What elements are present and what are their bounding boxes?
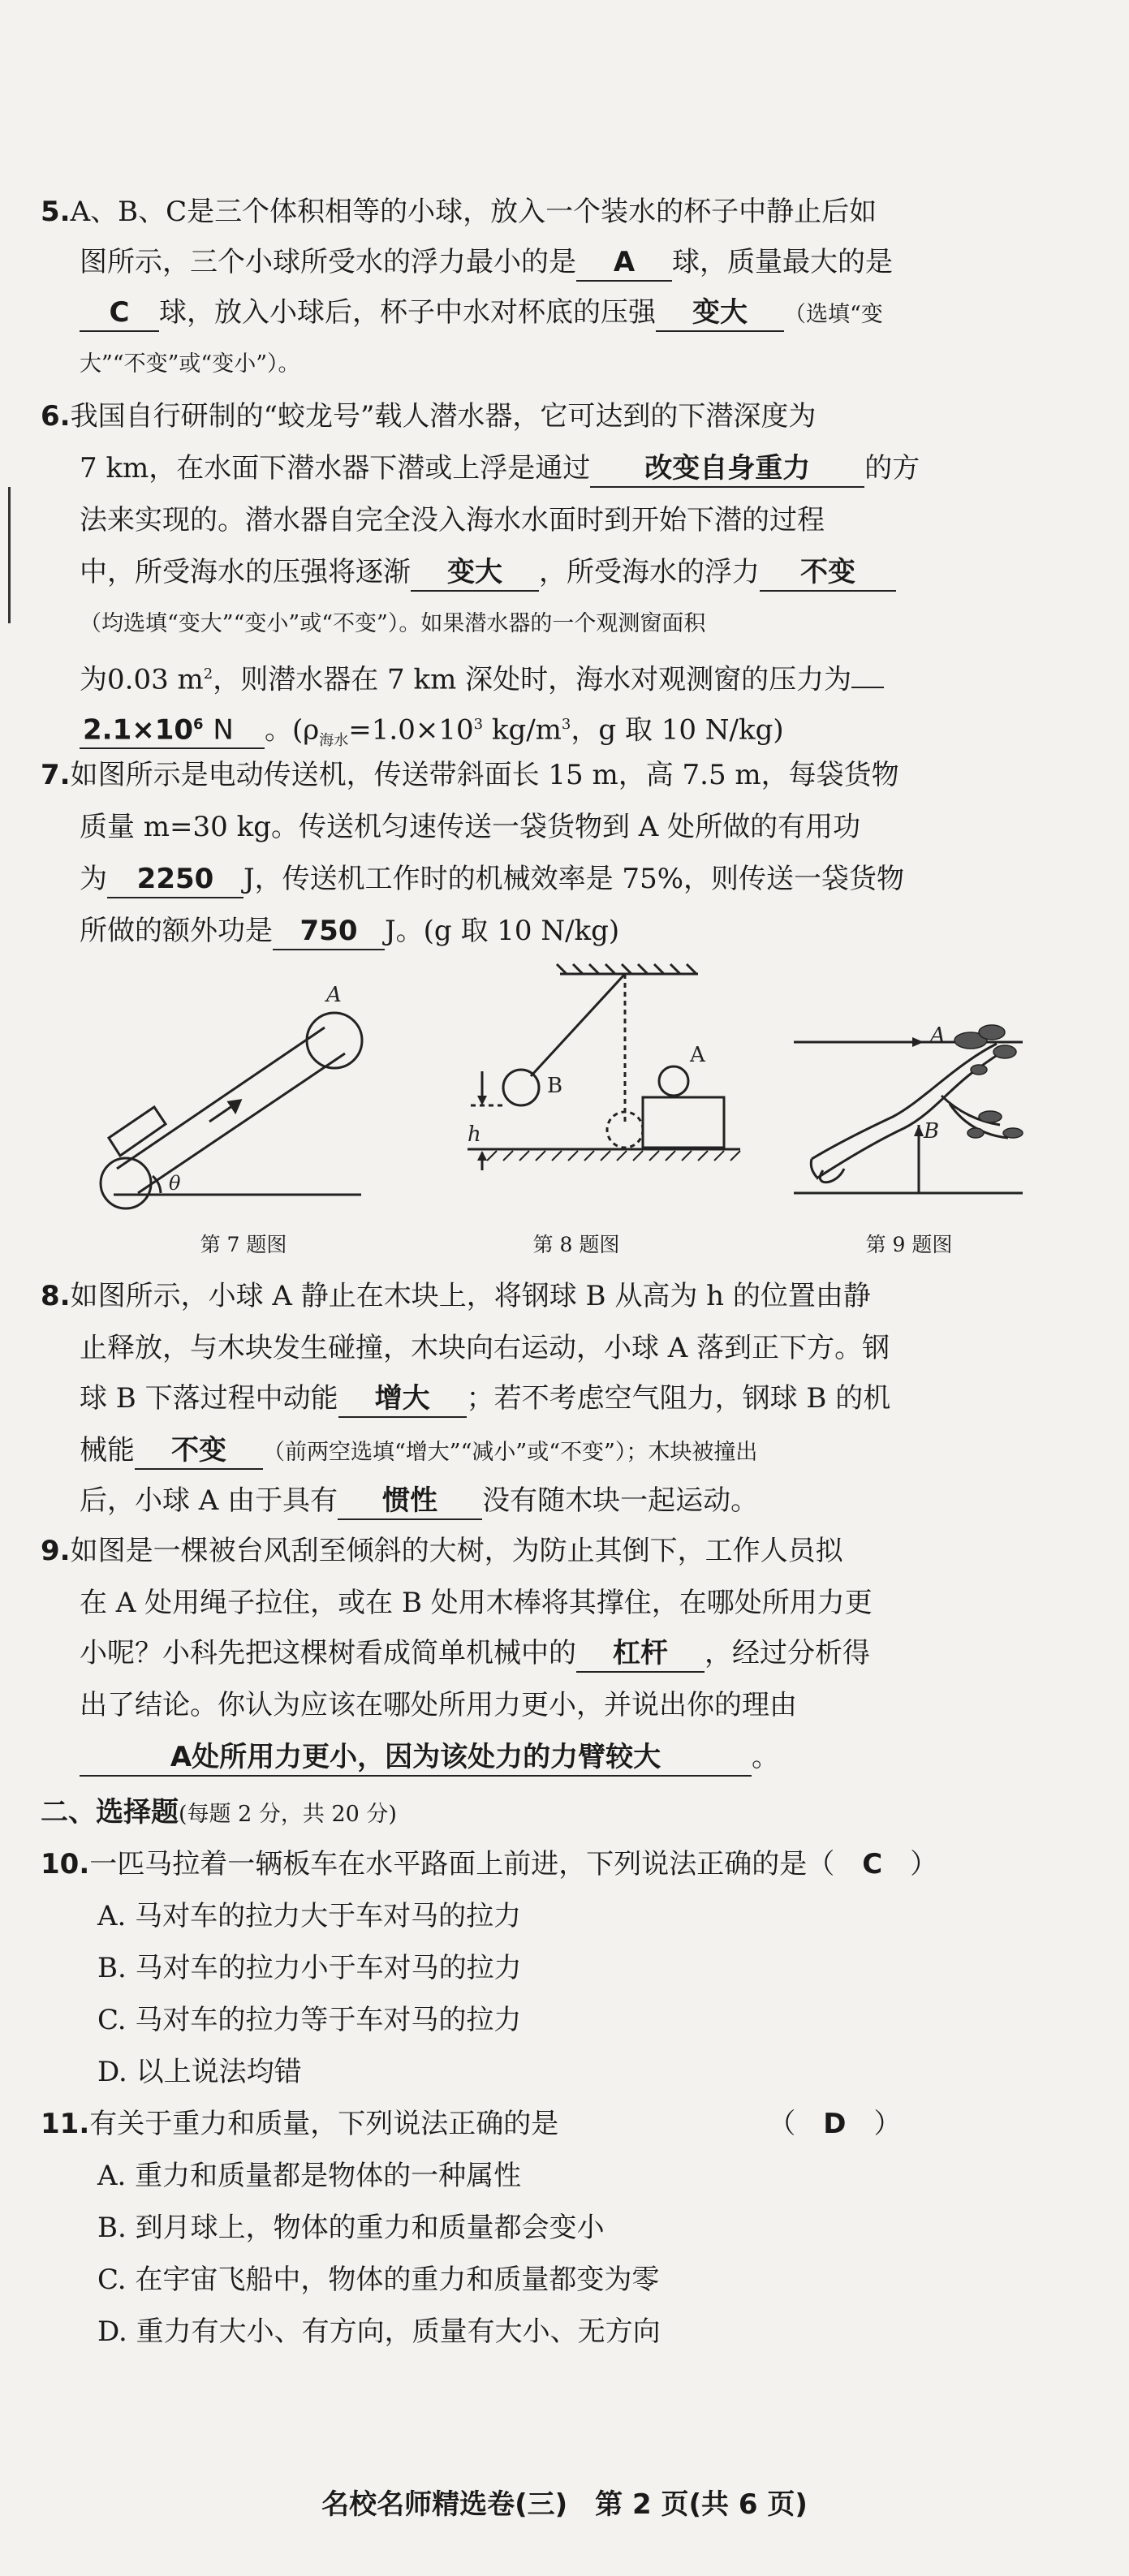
q10-stem: 10.一匹马拉着一辆板车在水平路面上前进，下列说法正确的是（ C ）: [41, 1848, 938, 1880]
q7-line4: 所做的额外功是 750 J。(g 取 10 N/kg): [80, 906, 1112, 956]
fig7-label-theta: θ: [169, 1172, 181, 1195]
q6-answer-1: 改变自身重力: [590, 450, 864, 488]
q5-answer-2: C: [80, 295, 159, 332]
fig7-label-a: A: [326, 983, 342, 1007]
figure-8-pendulum: [455, 958, 747, 1217]
fig8-label-b: B: [547, 1074, 563, 1098]
section-2-heading: 二、选择题(每题 2 分，共 20 分): [41, 1796, 397, 1829]
q10-option-d: D. 以上说法均错: [97, 2056, 302, 2088]
q6-line7: $2.1\times 10^6$ N 。($\rho_{海水}=1.0\times 10^3$ $kg/m^3$，g 取 10 N/kg): [80, 700, 1112, 766]
q8-answer-1: 增大: [338, 1381, 467, 1418]
figure-9-caption: 第 9 题图: [865, 1233, 953, 1256]
q9-answer-1: 杠杆: [576, 1635, 705, 1673]
fig8-label-a: A: [690, 1043, 705, 1067]
q11-option-a: A. 重力和质量都是物体的一种属性: [97, 2160, 522, 2192]
q9-line1: 9.如图是一棵被台风刮至倾斜的大树，为防止其倒下，工作人员拟: [41, 1535, 843, 1567]
q11-option-c: C. 在宇宙飞船中，物体的重力和质量都变为零: [97, 2264, 660, 2296]
figure-7-conveyor: [81, 974, 373, 1217]
q11-option-b: B. 到月球上，物体的重力和质量都会变小: [97, 2212, 605, 2244]
q7-line3: 为 2250 J，传送机工作时的机械效率是 75%，则传送一袋货物: [80, 854, 1112, 904]
q10-answer: C: [862, 1848, 883, 1880]
q8-line5: 后，小球 A 由于具有 惯性 没有随木块一起运动。: [80, 1475, 1112, 1526]
fig9-label-a: A: [930, 1023, 946, 1048]
q9-line2: 在 A 处用绳子拉住，或在 B 处用木棒将其撑住，在哪处所用力更: [80, 1587, 873, 1619]
q8-line1: 8.如图所示，小球 A 静止在木块上，将钢球 B 从高为 h 的位置由静: [41, 1280, 871, 1312]
q8-line3: 球 B 下落过程中动能 增大 ；若不考虑空气阻力，钢球 B 的机: [80, 1373, 1112, 1424]
q5-line4: 大”“不变”或“变小”）。: [80, 351, 300, 377]
q6-line1: 6.我国自行研制的“蛟龙号”载人潜水器，它可达到的下潜深度为: [41, 400, 817, 433]
q5-line2: 图所示，三个小球所受水的浮力最小的是 A 球，质量最大的是: [80, 237, 1112, 287]
q8-answer-3: 惯性: [338, 1483, 482, 1520]
q8-line4: 械能 不变 （前两空选填“增大”“减小”或“不变”）；木块被撞出: [80, 1425, 1112, 1478]
figure-8-caption: 第 8 题图: [532, 1233, 620, 1256]
q5-number: 5.: [41, 196, 71, 228]
q8-line2: 止释放，与木块发生碰撞，木块向右运动，小球 A 落到正下方。钢: [80, 1332, 890, 1364]
q7-line1: 7.如图所示是电动传送机，传送带斜面长 15 m，高 7.5 m，每袋货物: [41, 759, 899, 791]
q11-option-d: D. 重力有大小、有方向，质量有大小、无方向: [97, 2315, 661, 2348]
q5-line3: C 球，放入小球后，杯子中水对杯底的压强 变大 （选填“变: [80, 287, 1112, 340]
q6-line6: 为0.03 $m^2$，则潜水器在 7 km 深处时，海水对观测窗的压力为: [80, 649, 1112, 704]
fig9-label-b: B: [924, 1119, 940, 1144]
q5-line1: 5.A、B、C是三个体积相等的小球，放入一个装水的杯子中静止后如: [41, 196, 877, 228]
q9-line4: 出了结论。你认为应该在哪处所用力更小，并说出你的理由: [80, 1689, 797, 1721]
fig8-label-h: h: [468, 1122, 481, 1147]
q8-answer-2: 不变: [135, 1432, 263, 1470]
figure-7-caption: 第 7 题图: [200, 1233, 287, 1256]
q6-answer-4: $2.1\times 10^6$ N: [80, 707, 265, 749]
q6-answer-2: 变大: [411, 554, 539, 592]
figure-9-tree: [787, 974, 1031, 1217]
q10-option-b: B. 马对车的拉力小于车对马的拉力: [97, 1952, 522, 1984]
q6-line2: 7 km，在水面下潜水器下潜或上浮是通过 改变自身重力 的方: [80, 443, 1112, 493]
q6-answer-3: 不变: [760, 554, 896, 592]
q7-answer-2: 750: [273, 913, 385, 950]
q6-line3: 法来实现的。潜水器自完全没入海水水面时到开始下潜的过程: [80, 504, 825, 536]
page-footer: 名校名师精选卷(三) 第 2 页(共 6 页): [321, 2488, 808, 2521]
page-binding-edge: [0, 487, 11, 623]
q6-line5: （均选填“变大”“变小”或“不变”）。如果潜水器的一个观测窗面积: [80, 611, 706, 636]
q6-line4: 中，所受海水的压强将逐渐 变大 ，所受海水的浮力 不变: [80, 547, 1112, 597]
q9-line5: A处所用力更小，因为该处力的力臂较大 。: [80, 1732, 1112, 1782]
q9-answer-2: A处所用力更小，因为该处力的力臂较大: [80, 1739, 752, 1777]
q10-option-a: A. 马对车的拉力大于车对马的拉力: [97, 1900, 522, 1932]
q9-line3: 小呢？小科先把这棵树看成简单机械中的 杠杆 ，经过分析得: [80, 1628, 1112, 1678]
q5-answer-3: 变大: [656, 295, 784, 332]
q7-answer-1: 2250: [107, 861, 243, 898]
q11-answer: D: [823, 2108, 847, 2140]
q11-stem: 11.有关于重力和质量，下列说法正确的是 （ D ）: [41, 2108, 902, 2140]
q5-answer-1: A: [576, 244, 672, 282]
q10-option-c: C. 马对车的拉力等于车对马的拉力: [97, 2004, 522, 2036]
q7-line2: 质量 m=30 kg。传送机匀速传送一袋货物到 A 处所做的有用功: [80, 811, 861, 843]
